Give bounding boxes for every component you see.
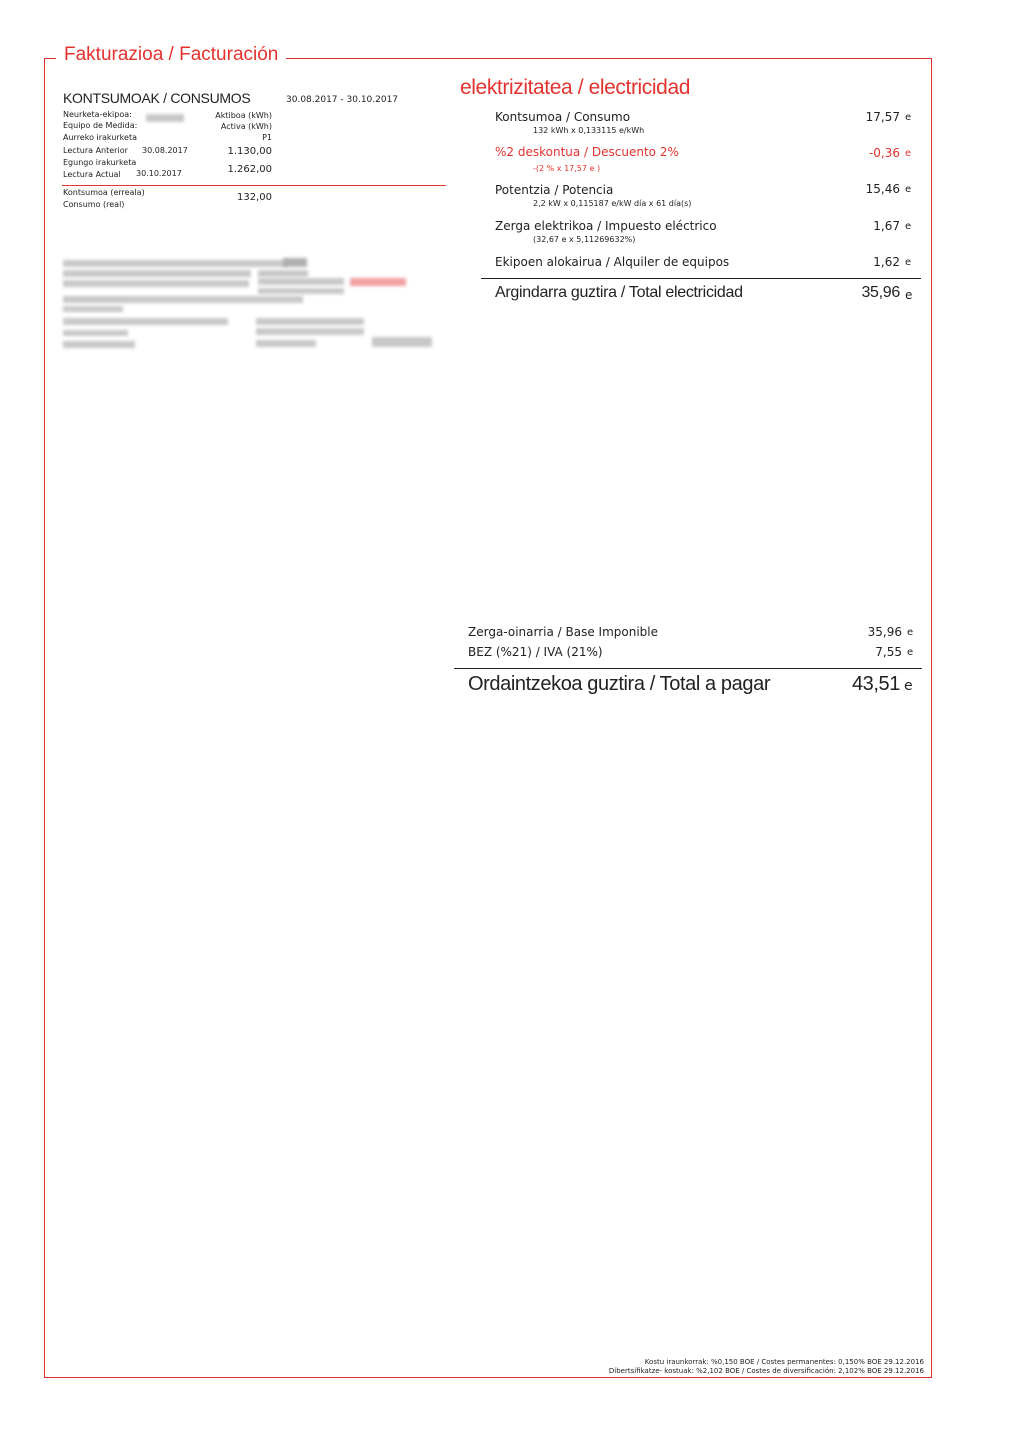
lectura-actual-value: 1.262,00	[227, 164, 272, 175]
footer-costes-diversificacion: Dibertsifikatze- kostuak: %2,102 BOE / Costes de diversificación: 2,102% BOE 29.12.2016	[608, 1367, 924, 1375]
lectura-anterior-date: 30.08.2017	[142, 146, 188, 155]
kontsumoa-label-eu: Kontsumoa (erreala)	[63, 188, 145, 197]
lectura-actual-date: 30.10.2017	[136, 169, 182, 178]
lectura-anterior-label: Lectura Anterior	[63, 146, 128, 155]
aurreko-label: Aurreko irakurketa	[63, 133, 137, 142]
currency-unit: e	[907, 647, 914, 658]
line-item-label: Zerga elektrikoa / Impuesto eléctrico	[495, 219, 717, 233]
currency-unit: e	[907, 627, 914, 638]
line-item-detail: (32,67 e x 5,11269632%)	[533, 235, 636, 244]
currency-unit: e	[905, 257, 912, 268]
line-item-detail: 132 kWh x 0,133115 e/kWh	[533, 126, 645, 135]
line-item-amount: 17,57	[865, 110, 900, 124]
currency-unit: e	[905, 184, 912, 195]
kontsumoa-label-es: Consumo (real)	[63, 200, 125, 209]
lectura-anterior-value: 1.130,00	[227, 146, 272, 157]
billing-frame	[44, 58, 932, 1378]
total-a-pagar-label: Ordaintzekoa guztira / Total a pagar	[468, 673, 771, 695]
equipo-label-es: Equipo de Medida:	[63, 121, 138, 130]
discount-amount: -0,36	[868, 146, 900, 160]
consumos-divider	[62, 185, 446, 186]
currency-unit: e	[905, 148, 912, 159]
base-imponible-label: Zerga-oinarria / Base Imponible	[468, 625, 658, 639]
total-electricidad-amount: 35,96	[861, 284, 900, 301]
currency-unit: e	[904, 678, 913, 694]
discount-detail: -(2 % x 17,57 e )	[533, 164, 601, 173]
base-imponible-amount: 35,96	[867, 625, 902, 639]
currency-unit: e	[905, 288, 913, 302]
p1-label: P1	[262, 133, 272, 142]
iva-amount: 7,55	[875, 645, 902, 659]
section-title: Fakturazioa / Facturación	[56, 44, 286, 66]
consumos-period: 30.08.2017 - 30.10.2017	[286, 95, 399, 105]
line-item-detail: 2,2 kW x 0,115187 e/kW día x 61 día(s)	[533, 199, 692, 208]
activa-label-es: Activa (kWh)	[220, 122, 272, 131]
line-item-amount: 15,46	[865, 182, 900, 196]
line-item-amount: 1,67	[873, 219, 900, 233]
discount-label: %2 deskontua / Descuento 2%	[495, 145, 679, 159]
activa-label-eu: Aktiboa (kWh)	[215, 111, 272, 120]
equipo-label-eu: Neurketa-ekipoa:	[63, 110, 132, 119]
kontsumoa-value: 132,00	[237, 192, 272, 203]
line-item-label: Potentzia / Potencia	[495, 183, 614, 197]
consumos-title: KONTSUMOAK / CONSUMOS	[63, 90, 251, 106]
total-a-pagar-amount: 43,51	[851, 673, 900, 695]
line-item-label: Ekipoen alokairua / Alquiler de equipos	[495, 255, 730, 269]
line-item-amount: 1,62	[873, 255, 900, 269]
currency-unit: e	[905, 221, 912, 232]
electricidad-title: elektrizitatea / electricidad	[460, 76, 691, 99]
redacted-equipo	[146, 114, 184, 122]
lectura-actual-label: Lectura Actual	[63, 170, 121, 179]
egungo-label: Egungo irakurketa	[63, 158, 137, 167]
total-electricidad-label: Argindarra guztira / Total electricidad	[495, 284, 743, 301]
line-item-label: Kontsumoa / Consumo	[495, 110, 631, 124]
summary-divider	[454, 668, 922, 669]
iva-label: BEZ (%21) / IVA (21%)	[468, 645, 603, 659]
electricidad-divider	[481, 278, 921, 279]
footer-costes-permanentes: Kostu iraunkorrak: %0,150 BOE / Costes permanentes: 0,150% BOE 29.12.2016	[644, 1358, 924, 1366]
currency-unit: e	[905, 112, 912, 123]
